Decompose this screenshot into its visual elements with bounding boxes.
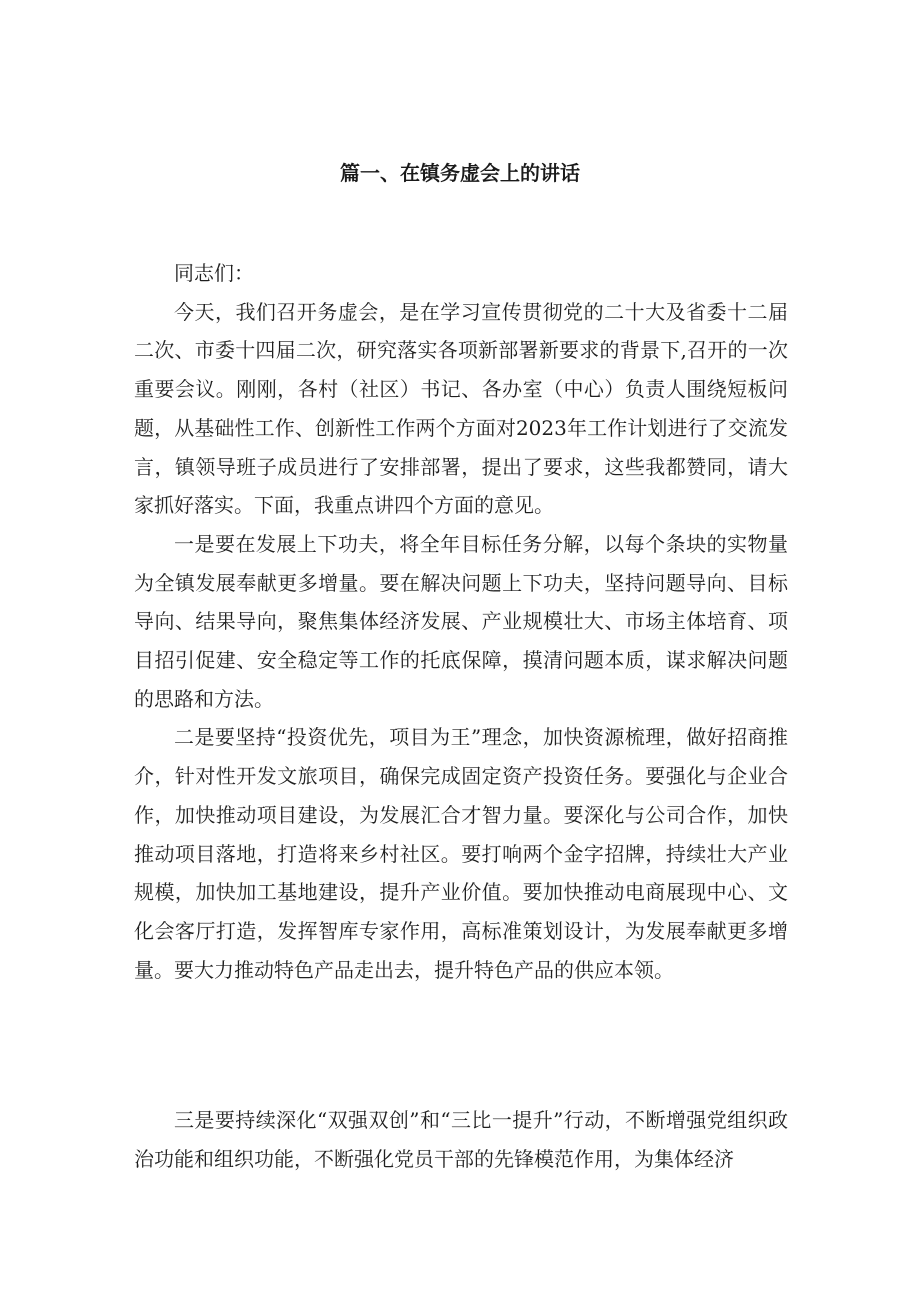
document-body-continued <box>134 1101 788 1178</box>
document-title: 篇一、在镇务虚会上的讲话 <box>340 161 580 185</box>
salutation: 同志们： <box>174 261 254 285</box>
document-body <box>134 254 788 989</box>
paragraph: 今天，我们召开务虚会，是在学习宣传贯彻党的二十大及省委十二届二次、市委十四届二次，研究落实各项新部署新要求的背景下,召开的一次重要会议。刚刚，各村（社区）书记、各办室（中心）负责人围绕短板问题，从基础性工作、创新性工作两个方面对2023年工作计划进行了交流发言，镇领导班子成员进行了安排部署，提出了要求，这些我都赞同，请大家抓好落实。下面，我重点讲四个方面的意见。 <box>134 299 788 518</box>
paragraph: 一是要在发展上下功夫，将全年目标任务分解，以每个条块的实物量为全镇发展奉献更多增量。要在解决问题上下功夫，坚持问题导向、目标导向、结果导向，聚焦集体经济发展、产业规模壮大、市场主体培育、项目招引促建、安全稳定等工作的托底保障，摸清问题本质，谋求解决问题的思路和方法。 <box>134 531 788 711</box>
paragraph: 三是要持续深化“双强双创”和“三比一提升”行动，不断增强党组织政治功能和组织功能，不断强化党员干部的先锋模范作用，为集体经济 <box>134 1108 788 1171</box>
paragraph: 二是要坚持“投资优先，项目为王”理念，加快资源梳理，做好招商推介，针对性开发文旅项目，确保完成固定资产投资任务。要强化与企业合作，加快推动项目建设，为发展汇合才智力量。要深化与公司合作，加快推动项目落地，打造将来乡村社区。要打响两个金字招牌，持续壮大产业规模，加快加工基地建设，提升产业价值。要加快推动电商展现中心、文化会客厅打造，发挥智库专家作用，高标准策划设计，为发展奉献更多增量。要大力推动特色产品走出去，提升特色产品的供应本领。 <box>134 725 788 982</box>
